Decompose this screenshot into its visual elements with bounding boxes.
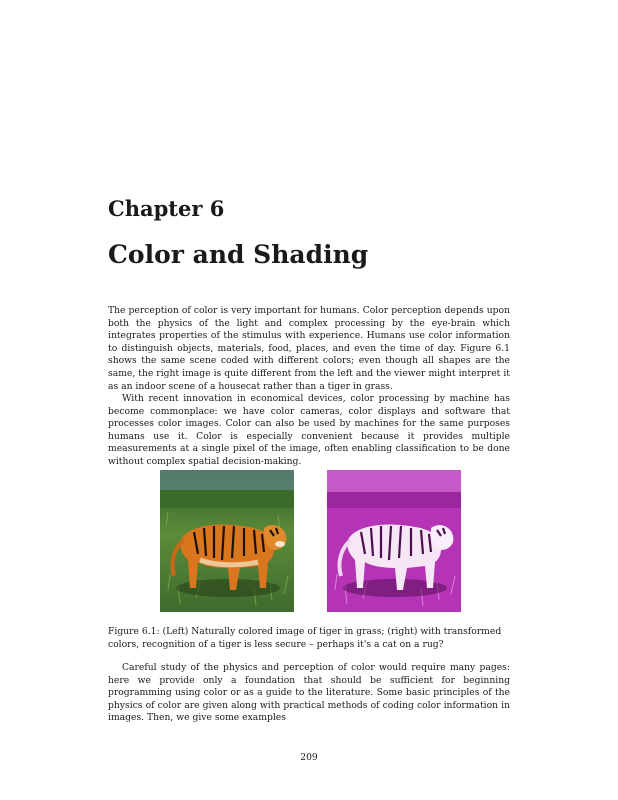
tiger-transformed-image [327, 470, 461, 612]
body-paragraph-1: The perception of color is very important for humans. Color perception depends upon both the physics of the light and complex processing by the eye-brain which integrates properties of the stimulus with experience. Humans use color information to distinguish objects, materials, food, places, and even the time of day. Figure 6.1 shows the same scene coded with different colors; even though all shapes are the same, the right image is quite different from the left and the viewer might interpret it as an indoor scene of a housecat rather than a tiger in grass. [108, 305, 510, 392]
body-paragraph-3: Careful study of the physics and perception of color would require many pages: here we provide only a foundation that should be sufficient for beginning programming using color or as a guide to the literature. Some basic principles of the physics of color are given along with practical methods of coding color information in images. Then, we give some examples [108, 662, 510, 724]
chapter-title: Color and Shading [108, 240, 369, 269]
page-number: 209 [300, 752, 318, 763]
tiger-natural-image [160, 470, 294, 612]
figure-caption: Figure 6.1: (Left) Naturally colored image of tiger in grass; (right) with transformed colors, recognition of a tiger is less secure – perhaps it's a cat on a rug? [108, 626, 502, 650]
chapter-label: Chapter 6 [108, 196, 225, 221]
body-paragraph-2: With recent innovation in economical devices, color processing by machine has become commonplace: we have color cameras, color displays and software that processes color images. Color can also be used by machines for the same purposes humans use it. Color is especially convenient because it provides multiple measurements at a single pixel of the image, often enabling classification to be done without complex spatial decision-making. [108, 393, 510, 467]
